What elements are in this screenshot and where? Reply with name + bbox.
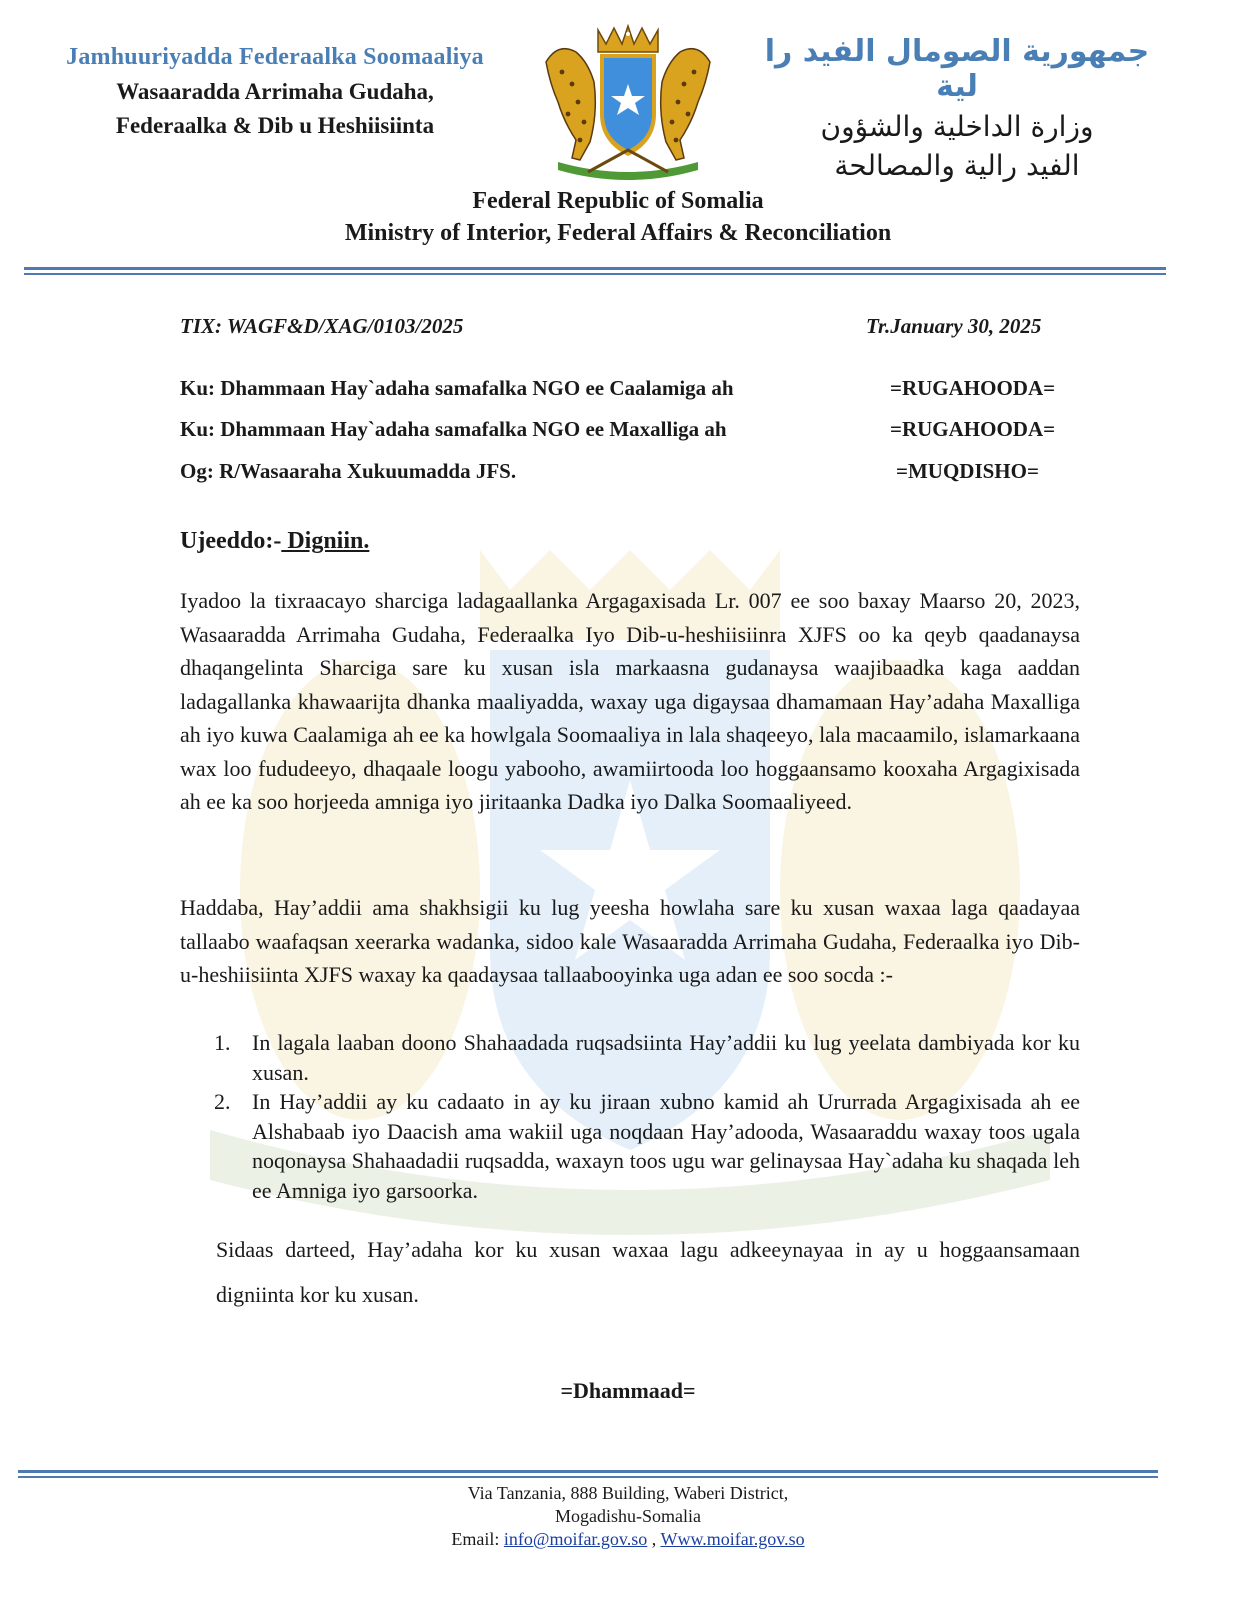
header-ministry-english: Ministry of Interior, Federal Affairs & Reconciliation [344, 220, 892, 246]
footer-address-line-1: Via Tanzania, 888 Building, Waberi District, [467, 1483, 789, 1503]
footer-address-line-2: Mogadishu-Somalia [555, 1506, 701, 1526]
addressee-line-1: Ku: Dhammaan Hay`adaha samafalka NGO ee Caalamiga ah [180, 376, 734, 400]
header-divider [24, 267, 1166, 270]
footer-email-link[interactable]: info@moifar.gov.so [503, 1529, 648, 1549]
footer-separator: , [647, 1529, 661, 1549]
footer-email-label: Email: [451, 1529, 504, 1549]
header-country-english: Federal Republic of Somalia [472, 188, 764, 214]
end-marker: =Dhammaad= [560, 1378, 696, 1403]
list-item-text: In lagala laaban doono Shahaadada ruqsadsiinta Hay’addii ku lug yeelata dambiyada kor ku xusan. [252, 1030, 1080, 1085]
header-country-arabic: جمهورية الصومال الفيد را لية [764, 34, 1150, 104]
measures-list [180, 1028, 1080, 1205]
coat-of-arms-icon [528, 22, 728, 184]
list-item [180, 1087, 1080, 1205]
header-ministry-somali-line2: Federaalka & Dib u Heshiisiinta [115, 113, 435, 138]
body-paragraph-2: Haddaba, Hay’addii ama shakhsigii ku lug yeesha howlaha sare ku xusan waxaa laga qaadayaa tallaabo waafaqsan xeerarka wadanka, sidoo kale Wasaaradda Arrimaha Gudaha, Federaalka iyo Dib-u-heshiisiinta XJFS waxay ka qaadaysaa tallaabooyinka uga adan ee soo socda :- [180, 895, 1080, 987]
addressee-line-3: Og: R/Wasaaraha Xukuumadda JFS. [180, 459, 517, 483]
header-arabic-block [742, 34, 1172, 182]
subject-value: Digniin. [281, 528, 370, 554]
closing-paragraph: Sidaas darteed, Hay’adaha kor ku xusan waxaa lagu adkeeynayaa in ay u hoggaansamaan digniinta kor ku xusan. [216, 1237, 1080, 1307]
header-ministry-arabic-line2: الفيد رالية والمصالحة [834, 149, 1080, 182]
list-item-number: 2. [214, 1089, 231, 1114]
footer-website-link[interactable]: Www.moifar.gov.so [660, 1529, 805, 1549]
reference-number: TIX: WAGF&D/XAG/0103/2025 [180, 314, 464, 338]
header-country-somali: Jamhuuriyadda Federaalka Soomaaliya [66, 44, 484, 70]
letter-date: Tr.January 30, 2025 [866, 314, 1042, 338]
footer-divider [18, 1470, 1158, 1473]
header-divider-secondary [24, 273, 1166, 275]
subject-line [180, 528, 369, 555]
body-paragraph-1: Iyadoo la tixraacayo sharciga ladagaallanka Argagaxisada Lr. 007 ee soo baxay Maarso 20, 2023, Wasaaradda Arrimaha Gudaha, Federaalka Iyo Dib-u-heshiisiinra XJFS oo ka qeyb qaadanaysa dhaqangelinta Sharciga sare ku xusan isla markaasna gudanaysa waajibaadka kaga aaddan ladagallanka khawaarijta dhanka maaliyadda, waxay uga digaysaa dhamamaan Hay’adaha Maxalliga ah iyo kuwa Caalamiga ah ee ka howlgala Soomaaliya in lala shaqeeyo, lala macaamilo, islamarkaana wax loo fududeeyo, dhaqaale loogu yabooho, awamiirtooda loo hoggaansamo kooxaha Argagixisada ah ee ka soo horjeeda amniga iyo jiritaanka Dadka iyo Dalka Soomaaliyeed. [180, 588, 1080, 814]
list-item-text: In Hay’addii ay ku cadaato in ay ku jiraan xubno kamid ah Ururrada Argagixisada ah ee Alshabaab iyo Daacish ama wakiil uga noqdaan Hay’adooda, Wasaaraddu waxay toos ugala noqonaysa Shahaadadii ruqsadda, waxayn toos ugu war gelinaysaa Hay`adaha ku shaqada leh ee Amniga iyo garsoorka. [252, 1089, 1080, 1203]
footer-contact [0, 1528, 1236, 1551]
list-item-number: 1. [214, 1030, 231, 1055]
header-ministry-arabic-line1: وزارة الداخلية والشؤون [820, 110, 1094, 143]
footer-divider-secondary [18, 1476, 1158, 1478]
addressee-destination-2: =RUGAHOODA= [890, 417, 1056, 441]
addressee-line-2: Ku: Dhammaan Hay`adaha samafalka NGO ee Maxalliga ah [180, 417, 727, 441]
subject-label: Ujeeddo:- [180, 528, 282, 554]
header-somali-block [30, 44, 520, 139]
list-item [180, 1028, 1080, 1087]
addressee-destination-1: =RUGAHOODA= [890, 376, 1056, 400]
addressee-destination-3: =MUQDISHO= [896, 459, 1039, 483]
header-ministry-somali-line1: Wasaaradda Arrimaha Gudaha, [116, 79, 434, 104]
